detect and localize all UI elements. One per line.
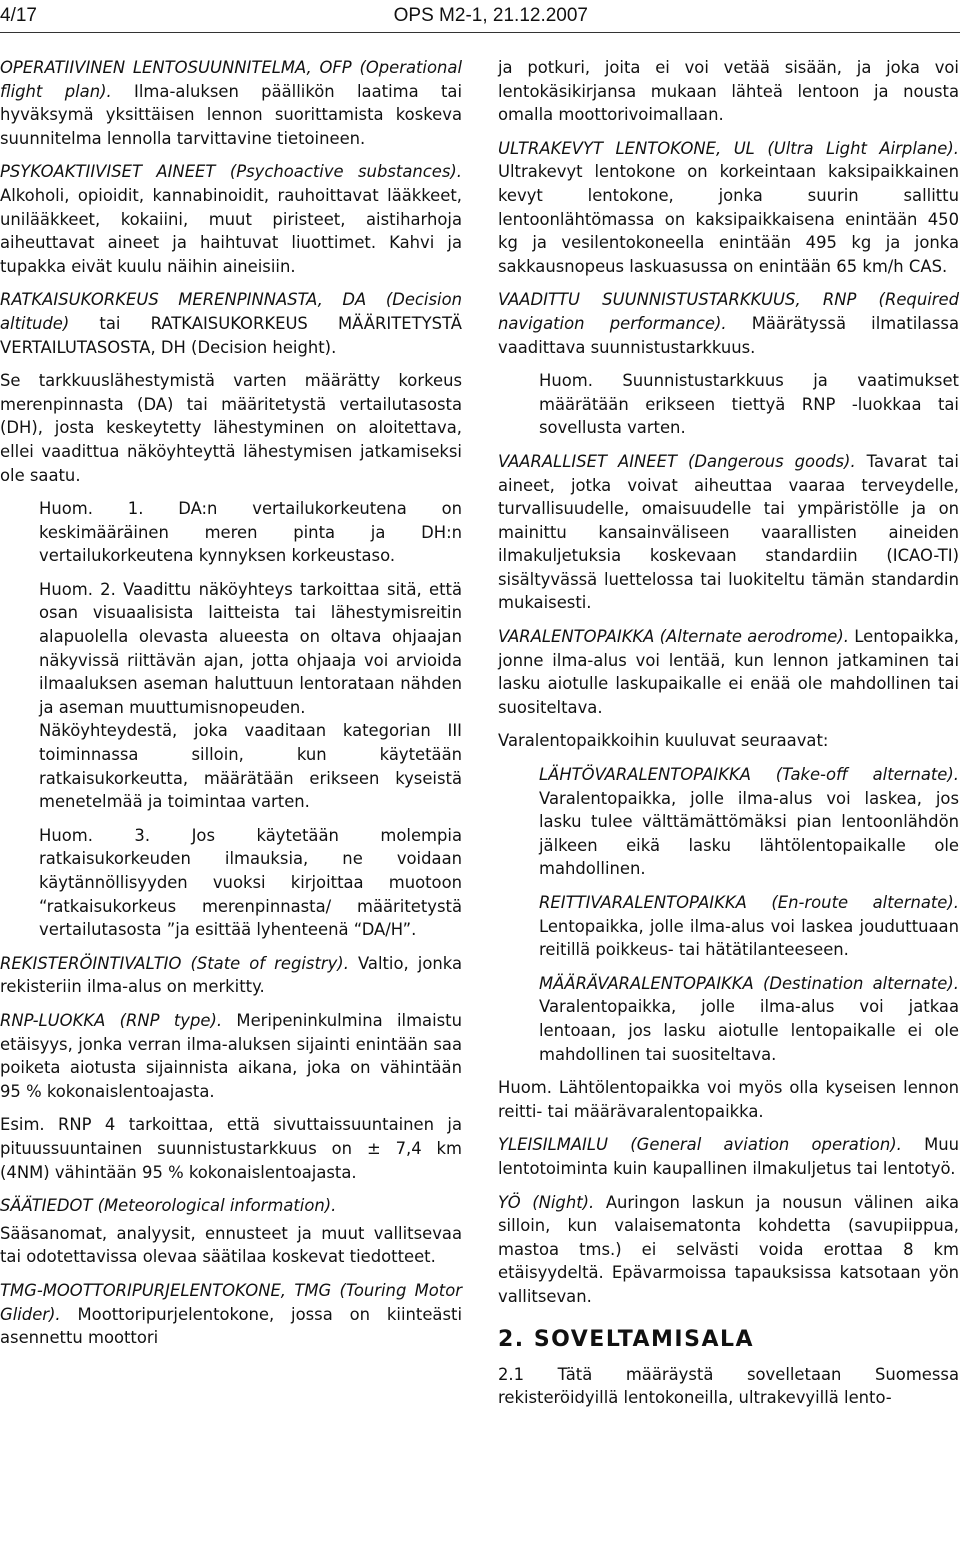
term: ULTRAKEVYT LENTOKONE, UL (Ultra Light Airplane). bbox=[498, 138, 959, 158]
definition-rnp bbox=[498, 288, 959, 359]
definition-psychoactive bbox=[0, 160, 462, 278]
section-heading: 2. SOVELTAMISALA bbox=[498, 1326, 755, 1352]
term: VAADITTU SUUNNISTUSTARKKUUS, RNP (Required navigation performance). bbox=[498, 290, 959, 333]
definition-decision-altitude bbox=[0, 288, 462, 359]
definition-tmg bbox=[0, 1279, 462, 1350]
definition-text: Auringon laskun ja nousun välinen aika silloin, kun valaisematonta kohdetta (savupiippua, mastoa tms.) ei selvästi voida erottaa 8 km etäisyydeltä. Epävarmoissa tapauksissa katsotaan yön vallitsevan. bbox=[498, 1192, 959, 1306]
definition-text: Valtio, jonka rekisteriin ilma-alus on merkitty. bbox=[0, 953, 462, 997]
page-header bbox=[0, 2, 960, 30]
definition-text: Ilma-aluksen päällikön laatima tai hyväksymä yksittäisen lennon suorittamista koskeva suunnitelma lennolla tarvittavine tietoineen. bbox=[0, 81, 462, 148]
term: REITTIVARALENTOPAIKKA (En-route alternate). bbox=[539, 893, 959, 912]
definition-dangerous-goods bbox=[498, 450, 959, 615]
note-1: Huom. 1. DA:n vertailukorkeutena on keskimääräinen meren pinta ja DH:n vertailukorkeutena kynnyksen korkeustaso. bbox=[39, 499, 462, 566]
paragraph: Varalentopaikkoihin kuuluvat seuraavat: bbox=[498, 731, 829, 751]
definition-text: Alkoholi, opioidit, kannabinoidit, rauhoittavat lääkkeet, unilääkkeet, kokaiini, muut piristeet, aistiharhoja aiheuttavat aineet ja haihtuvat liuottimet. Kahvi ja tupakka eivät kuulu näihin aineisiin. bbox=[0, 185, 462, 276]
definition-text: Lentopaikka, jonne ilma-alus voi lentää, kun lennon jatkaminen tai lasku aiotulle laskupaikalle ei enää ole mahdollinen tai suositeltava. bbox=[498, 627, 959, 717]
definition-text: Moottoripurjelentokone, jossa on kiinteästi asennettu moottori bbox=[0, 1304, 462, 1348]
definition-text: Lentopaikka, jolle ilma-alus voi laskea jouduttuaan reitillä poikkeus- tai hätätilanteeseen. bbox=[539, 916, 959, 960]
document-reference: OPS M2-1, 21.12.2007 bbox=[393, 5, 588, 26]
left-column bbox=[0, 56, 462, 1360]
definition-general-aviation bbox=[498, 1133, 959, 1180]
definition-text: Varalentopaikka, jolle ilma-alus voi jatkaa lentoaan, jos lasku aiotulle lentopaikalle ei ole mahdollinen tai suositeltava. bbox=[539, 997, 959, 1064]
note-3: Huom. 3. Jos käytetään molempia ratkaisukorkeuden ilmauksia, ne voidaan käytännöllisyyden vuoksi kirjoittaa muotoon “ratkaisukorkeus merenpinnasta/ määritetystä vertailutasosta ”ja esittää lyhenteenä “DA/H”. bbox=[39, 825, 462, 940]
header-divider bbox=[0, 32, 960, 33]
definition-met-term bbox=[0, 1194, 462, 1218]
definition-text: Meripeninkulmina ilmaistu etäisyys, jonka verran ilma-aluksen sijainti enintään saa poiketa aiotusta sijainnista aikana, joka on vähintään 95 % kokonaislentoajasta. bbox=[0, 1010, 462, 1101]
term: OPERATIIVINEN LENTOSUUNNITELMA, OFP (Operational flight plan). bbox=[0, 58, 462, 101]
definition-text: tai RATKAISUKORKEUS MÄÄRITETYSTÄ VERTAILUTASOSTA, DH (Decision height). bbox=[0, 313, 462, 357]
definition-state-of-registry bbox=[0, 952, 462, 999]
definition-destination-alternate bbox=[498, 972, 959, 1066]
definition-ofp bbox=[0, 56, 462, 150]
definition-ultralight bbox=[498, 137, 959, 279]
term: PSYKOAKTIIVISET AINEET (Psychoactive substances). bbox=[0, 162, 462, 182]
term: YÖ (Night). bbox=[498, 1192, 595, 1212]
definition-text: Ultrakevyt lentokone on korkeintaan kaksipaikkainen kevyt lentokone, jonka suurin sallittu lentoonlähtömassa on kaksipaikkaisena enintään 450 kg ja vesilentokoneella enintään 495 kg ja jonka sakkausnopeus laskuasussa on enintään 65 km/h CAS. bbox=[498, 162, 959, 276]
page-number: 4/17 bbox=[0, 5, 37, 26]
term: MÄÄRÄVARALENTOPAIKKA (Destination alternate). bbox=[539, 973, 959, 993]
note: Huom. Lähtölentopaikka voi myös olla kyseisen lennon reitti- tai määrävaralentopaikka. bbox=[498, 1078, 959, 1121]
term: RNP-LUOKKA (RNP type). bbox=[0, 1010, 223, 1030]
definition-alternate bbox=[498, 625, 959, 719]
paragraph-continuation: ja potkuri, joita ei voi vetää sisään, ja joka voi lentokäsikirjansa mukaan lähteä lentoon ja nousta omalla moottorivoimallaan. bbox=[498, 58, 959, 125]
right-column bbox=[498, 56, 959, 1420]
definition-text: Määrätyssä ilmatilassa vaadittava suunnistustarkkuus. bbox=[498, 313, 959, 357]
definition-text: Varalentopaikka, jolle ilma-alus voi laskea, jos lasku tulee välttämättömäksi pian lentoonlähdön jälkeen eikä lasku lähtölentopaikalle ole mahdollinen. bbox=[539, 788, 959, 879]
term: REKISTERÖINTIVALTIO (State of registry). bbox=[0, 953, 349, 973]
term: RATKAISUKORKEUS MERENPINNASTA, DA (Decision altitude) bbox=[0, 290, 462, 333]
paragraph: Se tarkkuuslähestymistä varten määrätty korkeus merenpinnasta (DA) tai määritetystä vertailutasosta (DH), josta keskeytetty lähestyminen on aloitettava, ellei vaadittua näköyhteyttä lähestymisen jatkamiseksi ole saatu. bbox=[0, 371, 462, 485]
note-2: Huom. 2. Vaadittu näköyhteys tarkoittaa sitä, että osan visuaalisista laitteista tai lähestymisreitin alapuolella olevasta alueesta on oltava ohjaajan näkyvissä riittävän ajan, jotta ohjaaja voi arvioida ilmaaluksen aseman haluttuun lentorataan nähden ja aseman muuttumisnopeuden. bbox=[39, 579, 462, 717]
note: Huom. Suunnistustarkkuus ja vaatimukset määrätään erikseen tiettyä RNP -luokkaa tai sovellusta varten. bbox=[539, 371, 959, 438]
definition-enroute-alternate bbox=[498, 891, 959, 962]
note-2-continued: Näköyhteydestä, joka vaaditaan kategorian III toiminnassa silloin, kun käytetään ratkaisukorkeutta, määrätään erikseen kyseistä menetelmää ja toimintaa varten. bbox=[39, 721, 462, 812]
definition-takeoff-alternate bbox=[498, 763, 959, 881]
example: Esim. RNP 4 tarkoittaa, että sivuttaissuuntainen ja pituussuuntainen suunnistustarkkuus on ± 7,4 km (4NM) vähintään 95 % kokonaislentoajasta. bbox=[0, 1115, 462, 1182]
term: VAARALLISET AINEET (Dangerous goods). bbox=[498, 451, 856, 471]
term: YLEISILMAILU (General aviation operation). bbox=[498, 1135, 902, 1155]
term: VARALENTOPAIKKA (Alternate aerodrome). bbox=[498, 627, 849, 647]
definition-text: Muu lentotoiminta kuin kaupallinen ilmakuljetus tai lentotyö. bbox=[498, 1135, 959, 1178]
definition-night bbox=[498, 1191, 959, 1309]
term: TMG-MOOTTORIPURJELENTOKONE, TMG (Touring Motor Glider). bbox=[0, 1280, 462, 1324]
term: SÄÄTIEDOT (Meteorological information). bbox=[0, 1196, 337, 1216]
definition-text: Sääsanomat, analyysit, ennusteet ja muut vallitsevaa tai odotettavissa olevaa säätilaa koskevat tiedotteet. bbox=[0, 1223, 462, 1267]
section-paragraph: 2.1 Tätä määräystä sovelletaan Suomessa rekisteröidyillä lentokoneilla, ultrakevyillä lento- bbox=[498, 1364, 959, 1408]
definition-text: Tavarat tai aineet, jotka voivat aiheuttaa vaaraa terveydelle, turvallisuudelle, omaisuudelle tai ympäristölle ja on mainittu kansainväliseen vaarallisten aineiden ilmakuljetuksia koskevaan standardiin (ICAO-TI) sisältyvässä luettelossa tai luokiteltu tämän standardin mukaisesti. bbox=[498, 451, 959, 613]
definition-rnp-type bbox=[0, 1009, 462, 1103]
term: LÄHTÖVARALENTOPAIKKA (Take-off alternate). bbox=[539, 765, 959, 785]
